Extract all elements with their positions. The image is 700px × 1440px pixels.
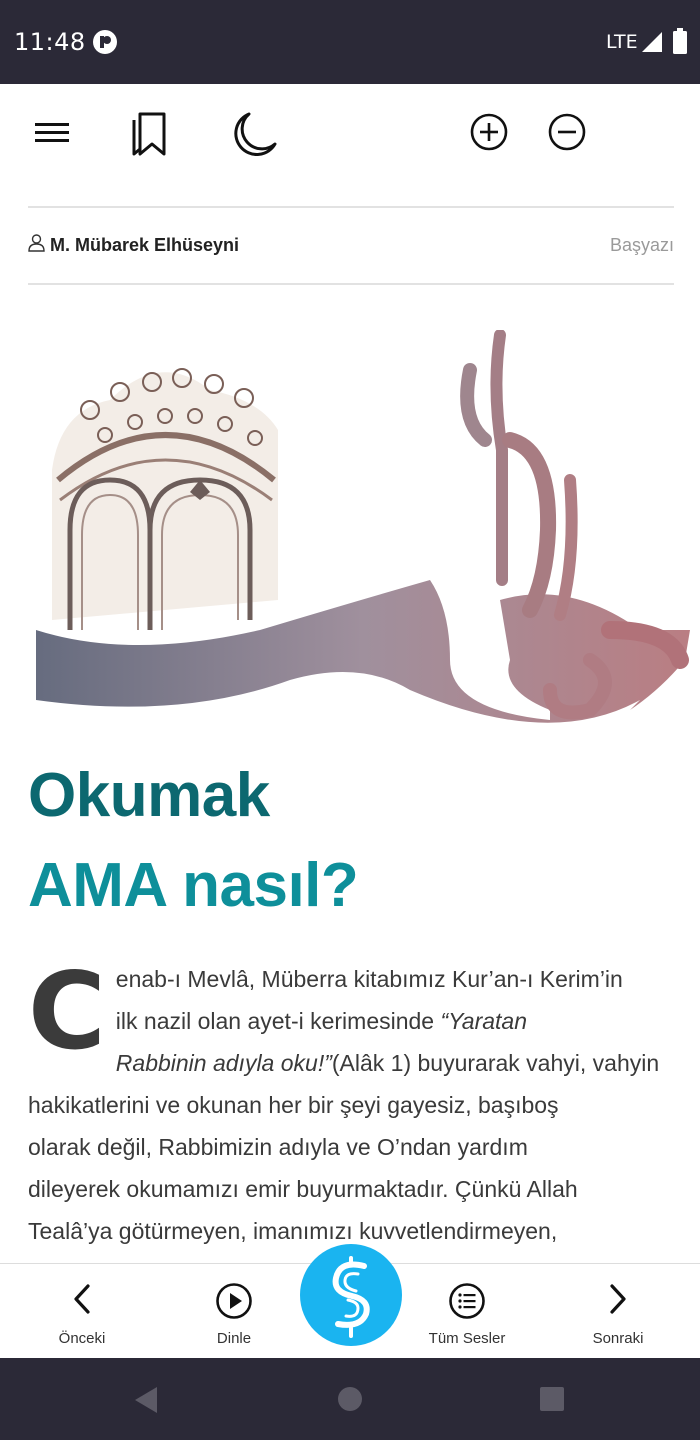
reader-toolbar: [0, 84, 700, 194]
all-sounds-label: Tüm Sesler: [428, 1330, 506, 1347]
article-hero-image: [30, 330, 692, 730]
system-navigation-bar: [0, 1358, 700, 1440]
battery-icon: [673, 28, 687, 54]
next-label: Sonraki: [592, 1330, 644, 1347]
user-icon: [28, 234, 45, 252]
play-circle-icon: [215, 1282, 253, 1320]
quote-span: “Yaratan: [440, 1008, 528, 1034]
list-circle-icon: [448, 1282, 486, 1320]
next-button[interactable]: [548, 1264, 688, 1359]
paragraph-line: enab-ı Mevlâ, Müberra kitabımız Kur’an-ı Kerim’in: [115, 966, 623, 992]
prev-button[interactable]: [12, 1264, 152, 1359]
text-span: (Alâk 1) buyurarak vahyi, vahyin: [331, 1050, 660, 1076]
paragraph-line: [28, 1000, 676, 1042]
bookmark-icon[interactable]: [131, 108, 173, 158]
moon-icon[interactable]: [229, 110, 279, 160]
all-sounds-button[interactable]: [397, 1264, 537, 1359]
chevron-left-icon: [70, 1282, 94, 1316]
text-span: ilk nazil olan ayet-i kerimesinde: [115, 1008, 441, 1034]
zoom-in-icon[interactable]: [469, 112, 509, 152]
listen-button[interactable]: [164, 1264, 304, 1359]
article-body: [28, 958, 676, 1263]
chevron-right-icon: [606, 1282, 630, 1316]
article-title-line2: AMA nasıl?: [28, 851, 359, 920]
listen-label: Dinle: [216, 1330, 252, 1347]
network-type: LTE: [606, 31, 638, 53]
zoom-out-icon[interactable]: [547, 112, 587, 152]
article-meta: [28, 232, 674, 260]
paragraph-line: Tealâ’ya götürmeyen, imanımızı kuvvetlendirmeyen,: [28, 1218, 558, 1244]
status-time: 11:48: [14, 28, 86, 56]
quote-span: Rabbinin adıyla oku!”: [115, 1050, 332, 1076]
category-label[interactable]: Başyazı: [609, 235, 674, 255]
divider: [28, 283, 674, 285]
paragraph-line: olarak değil, Rabbimizin adıyla ve O’ndan yardım: [28, 1134, 528, 1160]
signal-icon: [641, 31, 663, 53]
prev-label: Önceki: [58, 1330, 106, 1347]
paragraph-line: dileyerek okumamızı emir buyurmaktadır. Çünkü Allah: [28, 1176, 578, 1202]
article-title-line1: Okumak: [28, 761, 270, 830]
paragraph-line: hakikatlerini ve okunan her bir şeyi gayesiz, başıboş: [28, 1092, 559, 1118]
divider: [28, 206, 674, 208]
recents-icon[interactable]: [539, 1386, 565, 1412]
status-bar: [0, 0, 700, 84]
menu-icon[interactable]: [35, 121, 71, 145]
home-icon[interactable]: [337, 1386, 363, 1412]
back-icon[interactable]: [133, 1386, 159, 1414]
author-name[interactable]: M. Mübarek Elhüseyni: [50, 235, 240, 255]
dropcap: C: [28, 958, 106, 1073]
app-logo-icon: [300, 1244, 402, 1346]
paragraph-line: [28, 1042, 676, 1084]
app-notification-icon: [92, 29, 118, 55]
home-logo-button[interactable]: [300, 1244, 402, 1346]
